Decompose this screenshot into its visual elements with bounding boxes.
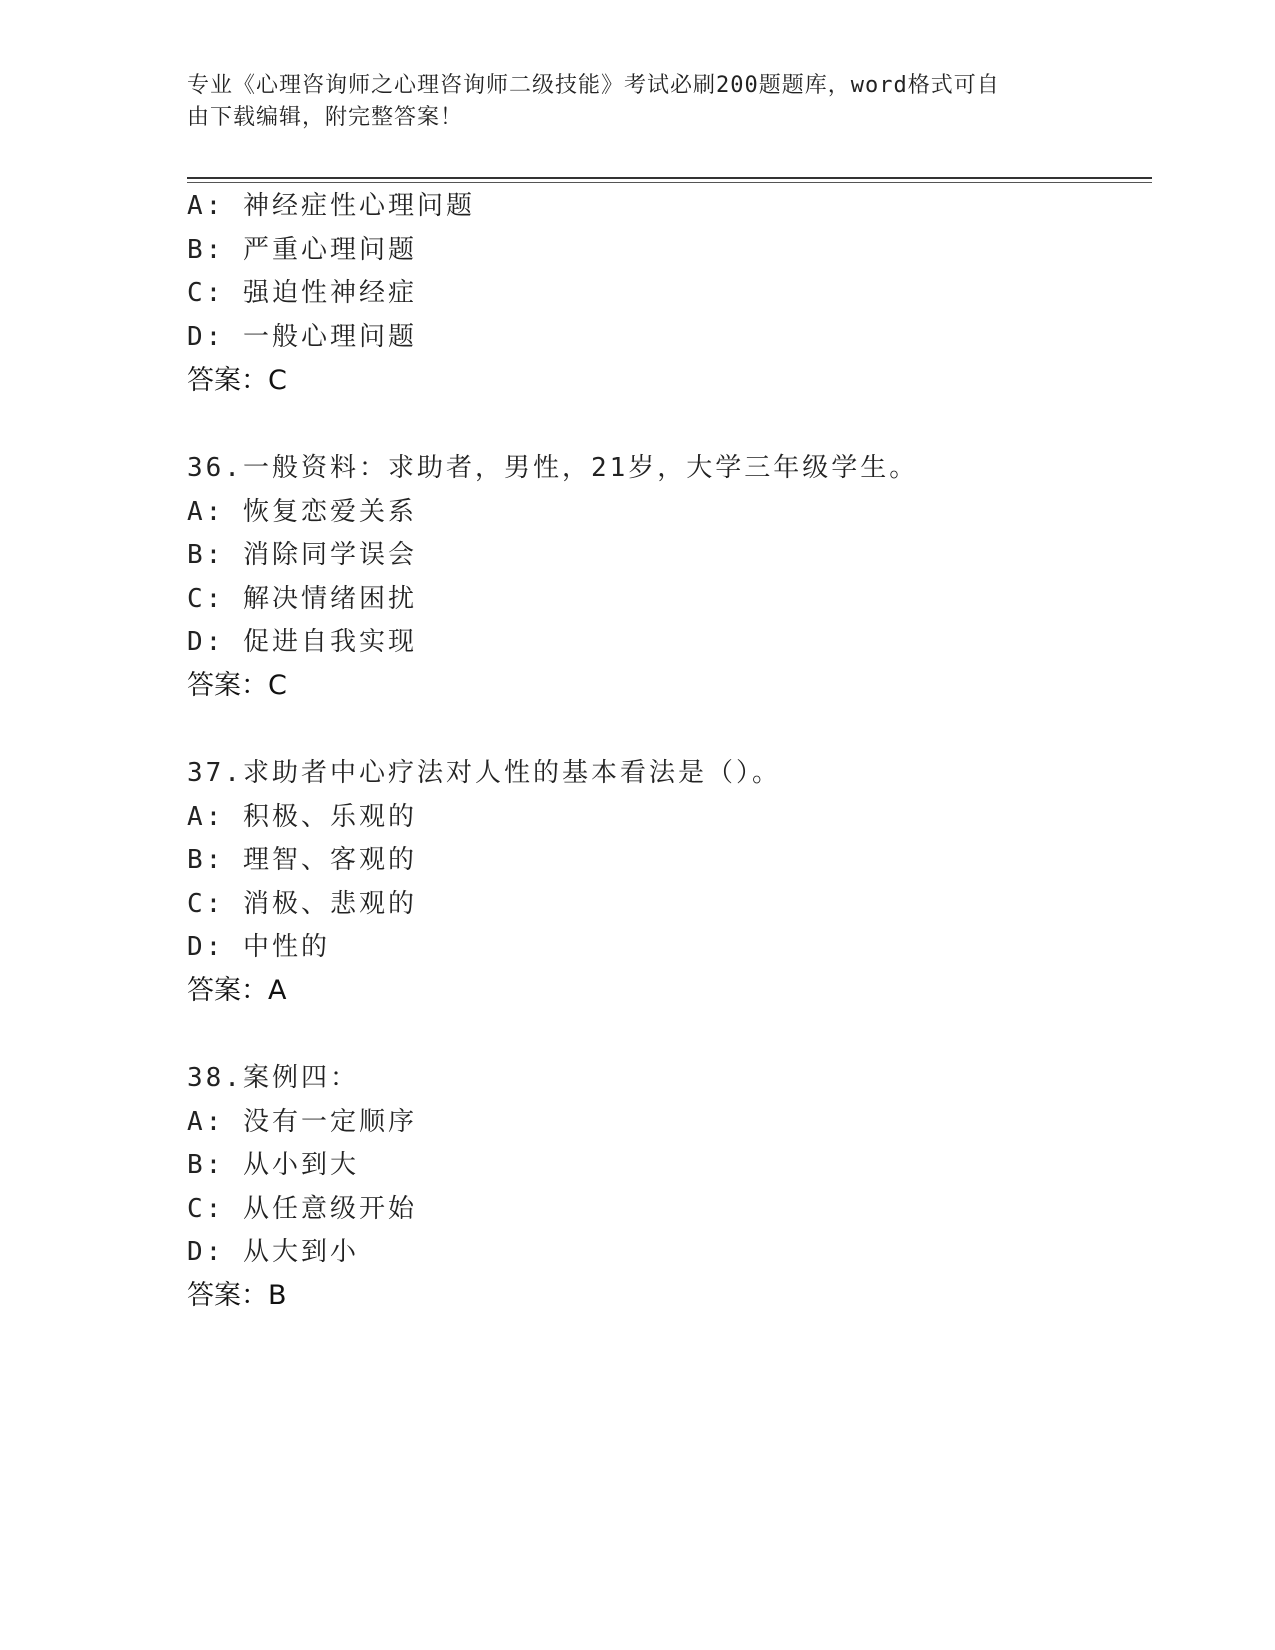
q36-answer: 答案：C <box>187 670 287 701</box>
q36-option-a: A: 恢复恋爱关系 <box>187 497 417 527</box>
q36-option-b: B: 消除同学误会 <box>187 540 417 570</box>
header-divider-thin <box>187 182 1152 183</box>
q38-answer: 答案：B <box>187 1280 287 1311</box>
q37-question: 37.求助者中心疗法对人性的基本看法是（）。 <box>187 758 781 788</box>
q35-option-a: A: 神经症性心理问题 <box>187 191 475 221</box>
q37-option-a: A: 积极、乐观的 <box>187 802 417 832</box>
q37-option-d: D: 中性的 <box>187 932 330 962</box>
header-line-1: 专业《心理咨询师之心理咨询师二级技能》考试必刷200题题库，word格式可自 <box>187 73 1000 98</box>
q38-option-a: A: 没有一定顺序 <box>187 1107 417 1137</box>
q37-answer: 答案：A <box>187 975 287 1006</box>
q37-option-b: B: 理智、客观的 <box>187 845 417 875</box>
q35-option-d: D: 一般心理问题 <box>187 322 417 352</box>
q35-option-b: B: 严重心理问题 <box>187 235 417 265</box>
header-line-2: 由下载编辑，附完整答案！ <box>187 105 464 130</box>
q38-option-b: B: 从小到大 <box>187 1150 359 1180</box>
q36-question: 36.一般资料：求助者，男性，21岁，大学三年级学生。 <box>187 453 919 483</box>
q37-option-c: C: 消极、悲观的 <box>187 889 417 919</box>
q35-option-c: C: 强迫性神经症 <box>187 278 417 308</box>
q36-option-c: C: 解决情绪困扰 <box>187 584 417 614</box>
document-header <box>187 70 1067 134</box>
header-divider-thick <box>187 177 1152 179</box>
q35-answer: 答案：C <box>187 365 287 396</box>
q38-option-d: D: 从大到小 <box>187 1237 359 1267</box>
q36-option-d: D: 促进自我实现 <box>187 627 417 657</box>
q38-option-c: C: 从任意级开始 <box>187 1194 417 1224</box>
q38-question: 38.案例四： <box>187 1063 359 1093</box>
